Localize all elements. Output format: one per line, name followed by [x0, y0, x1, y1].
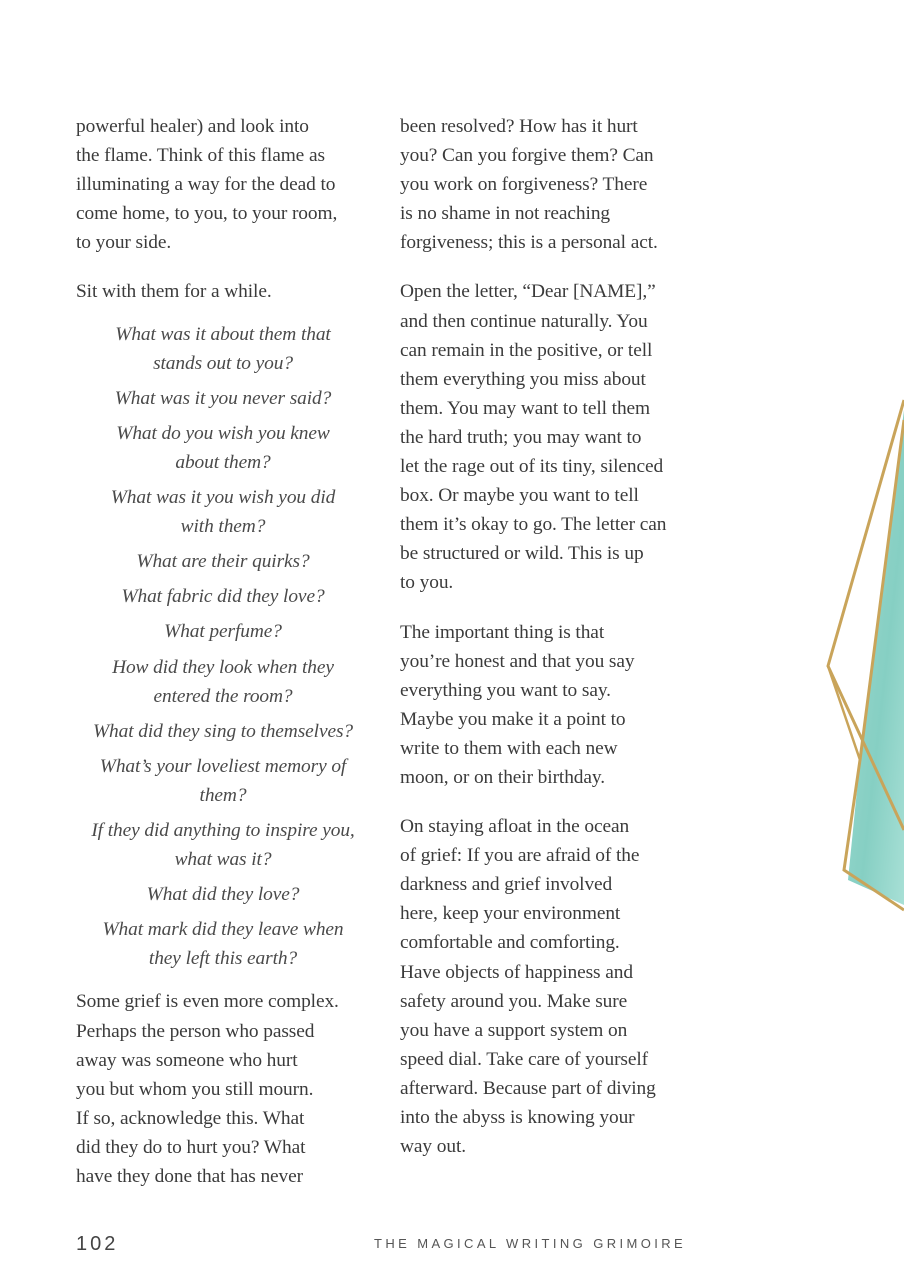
question-item: What was it about them that stands out to you? — [115, 323, 331, 374]
right-column — [400, 112, 698, 1161]
question-item: If they did anything to inspire you, what was it? — [91, 819, 355, 871]
crystal-edge-shape — [828, 666, 860, 760]
question-item: What mark did they leave when they left this earth? — [102, 919, 344, 970]
paragraph: been resolved? How has it hurt you? Can you forgive them? Can you work on forgiveness? There is no shame in not reaching forgiveness; this is a personal act. — [400, 116, 658, 254]
paragraph: Some grief is even more complex. Perhaps the person who passed away was someone who hurt you but whom you still mourn. If so, acknowledge this. What did they do to hurt you? What have they done that has never — [76, 991, 339, 1187]
paragraph: The important thing is that you’re honest and that you say everything you want to say. Maybe you make it a point to write to them with each new moon, or on their birthday. — [400, 621, 635, 788]
question-item: What fabric did they love? — [121, 586, 325, 608]
paragraph: powerful healer) and look into the flame. Think of this flame as illuminating a way for the dead to come home, to you, to your room, to your side. — [76, 116, 338, 254]
book-title: THE MAGICAL WRITING GRIMOIRE — [374, 1236, 687, 1251]
question-item: What do you wish you knew about them? — [116, 422, 330, 473]
crystal-illustration — [800, 380, 904, 940]
question-list — [70, 320, 376, 974]
paragraph: On staying afloat in the ocean of grief: If you are afraid of the darkness and grief involved here, keep your environment comfortable and comforting. Have objects of happiness and safety around you. Make sure you have a support system on speed dial. Take care of yourself afterward. Because part of diving into the abyss is knowing your way out. — [400, 816, 656, 1158]
question-item: What perfume? — [164, 621, 282, 643]
question-item: What are their quirks? — [136, 551, 310, 573]
question-item: What did they love? — [146, 884, 300, 906]
paragraph: Sit with them for a while. — [76, 281, 272, 303]
page-number: 102 — [76, 1233, 119, 1255]
question-item: What’s your loveliest memory of them? — [99, 755, 347, 806]
paragraph: Open the letter, “Dear [NAME],” and then continue naturally. You can remain in the positive, or tell them everything you miss about them. You may want to tell them the hard truth; you may want to let the rage out of its tiny, silenced box. Or maybe you want to tell them it’s okay to go. The letter can be structured or wild. This is up to you. — [400, 281, 667, 594]
question-item: What was it you never said? — [114, 387, 332, 409]
question-item: How did they look when they entered the room? — [112, 656, 334, 707]
left-column — [76, 112, 376, 1191]
question-item: What was it you wish you did with them? — [110, 487, 336, 538]
question-item: What did they sing to themselves? — [92, 720, 354, 742]
